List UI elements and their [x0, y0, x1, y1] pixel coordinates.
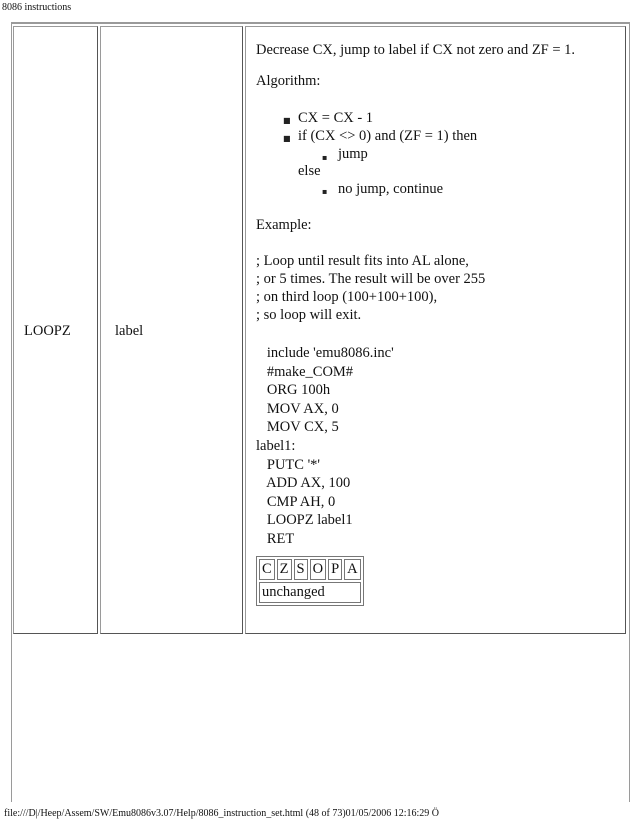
algorithm-else-action: no jump, continue — [338, 181, 444, 197]
flag-s: S — [294, 559, 308, 580]
comment-line: ; so loop will exit. — [256, 307, 362, 323]
description-text: Decrease CX, jump to label if CX not zero and ZF = 1. — [256, 42, 576, 58]
instruction-cell — [13, 26, 98, 634]
bullet-icon: ■ — [283, 134, 291, 143]
operands-text: label — [115, 323, 144, 339]
bullet-icon: ▪ — [322, 153, 328, 162]
flag-p: P — [328, 559, 342, 580]
operands-cell — [100, 26, 243, 634]
algorithm-then: jump — [338, 146, 368, 162]
example-code: include 'emu8086.inc' #make_COM# ORG 100h MOV AX, 0 MOV CX, 5 label1: PUTC '*' ADD AX, 100 CMP AH, 0 LOOPZ label1 RET — [256, 345, 394, 547]
flag-c: C — [259, 559, 275, 580]
flags-table — [256, 556, 364, 606]
algorithm-heading: Algorithm: — [256, 73, 321, 89]
comment-line: ; Loop until result fits into AL alone, — [256, 253, 469, 269]
algorithm-step-2: if (CX <> 0) and (ZF = 1) then — [298, 128, 478, 144]
page-footer: file:///D|/Heep/Assem/SW/Emu8086v3.07/Help/8086_instruction_set.html (48 of 73)01/05/2006 12:16:29 Ö — [4, 808, 440, 819]
page-header: 8086 instructions — [2, 2, 72, 13]
example-heading: Example: — [256, 217, 312, 233]
flag-a: A — [344, 559, 360, 580]
flag-o: O — [310, 559, 326, 580]
algorithm-else: else — [298, 163, 321, 179]
algorithm-step-1: CX = CX - 1 — [298, 110, 374, 126]
comment-line: ; or 5 times. The result will be over 255 — [256, 271, 486, 287]
instruction-name: LOOPZ — [24, 323, 71, 339]
bullet-icon: ▪ — [322, 187, 328, 196]
bullet-icon: ■ — [283, 116, 291, 125]
flags-value: unchanged — [259, 582, 361, 603]
flag-z: Z — [277, 559, 292, 580]
comment-line: ; on third loop (100+100+100), — [256, 289, 438, 305]
